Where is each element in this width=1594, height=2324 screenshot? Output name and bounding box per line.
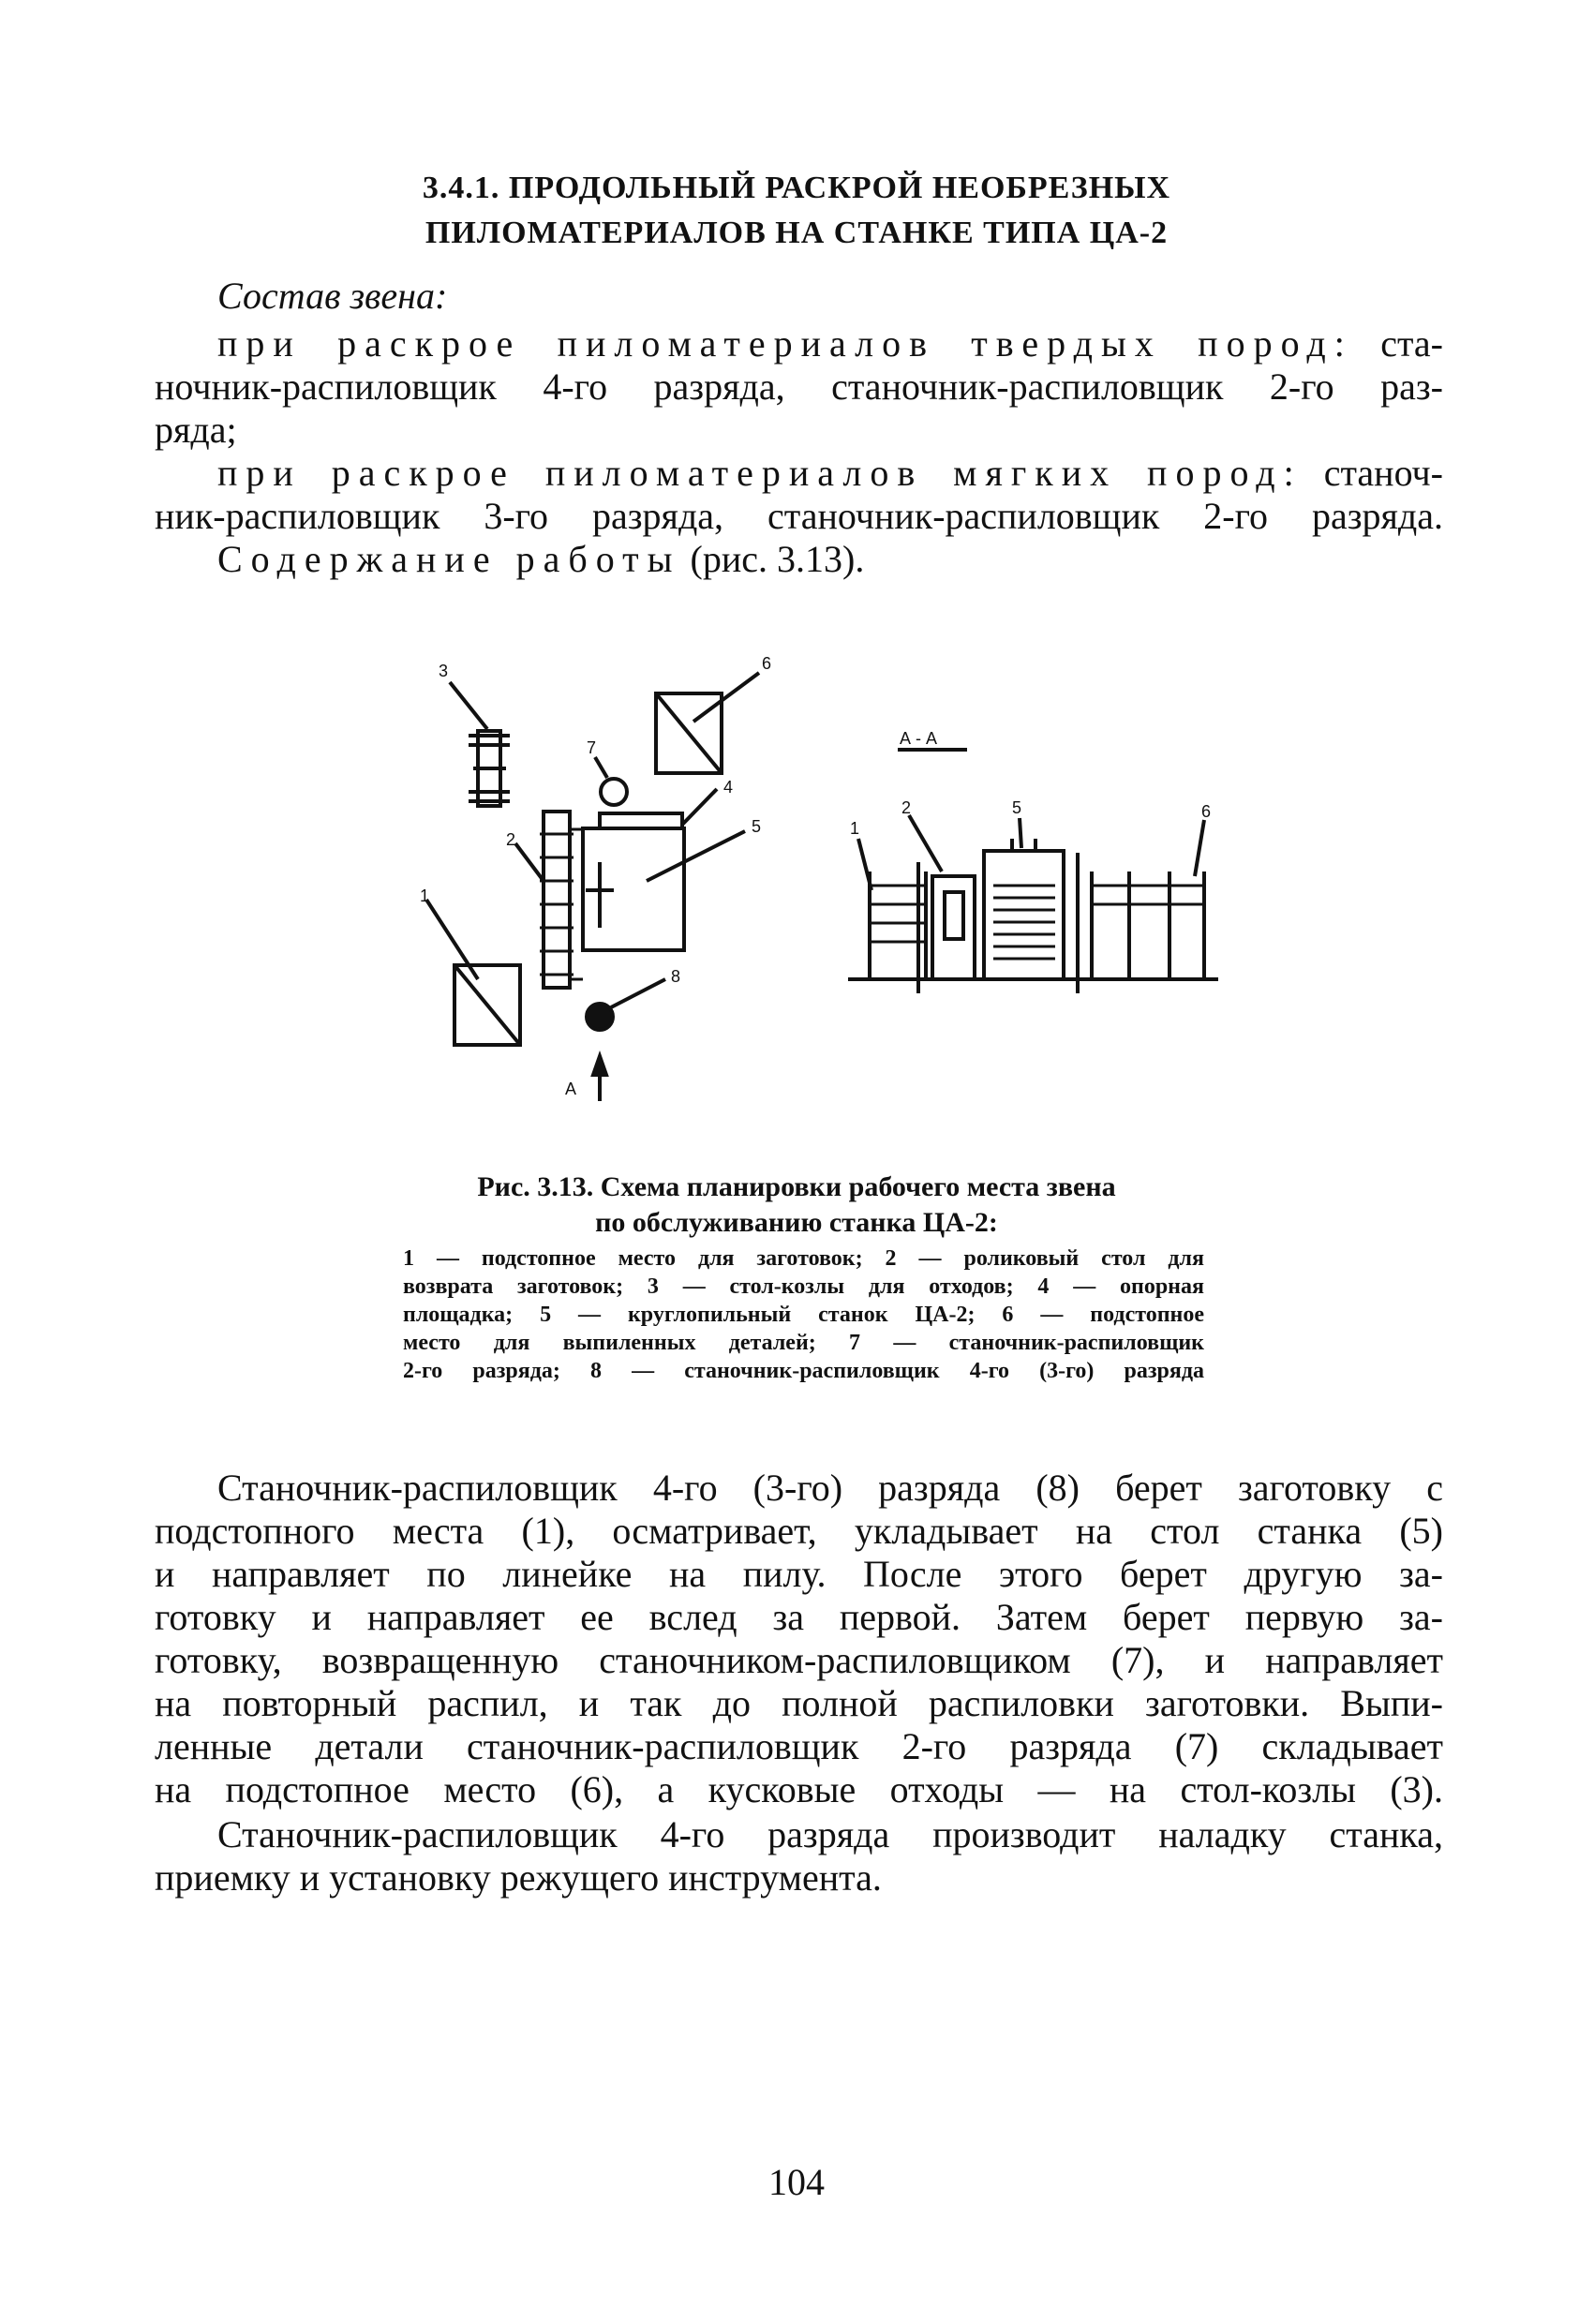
plan-label: 4 bbox=[723, 778, 734, 797]
section-label: 6 bbox=[1201, 802, 1212, 821]
arrow-a-label: А bbox=[565, 1080, 577, 1098]
section-label: 2 bbox=[901, 798, 912, 817]
workplace-figure bbox=[412, 647, 1256, 1115]
plan-operator-8 bbox=[587, 1004, 613, 1030]
caption-legend-line: возврата заготовок; 3 — стол-козлы для отходов; 4 — опорная bbox=[403, 1274, 1204, 1299]
body-line: Станочник-распиловщик 4-го (3-го) разряда (8) берет заготовку с bbox=[217, 1467, 1443, 1509]
caption-legend bbox=[403, 1244, 1204, 1385]
plan-label: 2 bbox=[506, 830, 516, 849]
team-label: Состав звена: bbox=[217, 275, 448, 317]
hard-wood-lead: при раскрое пиломатериалов твердых пород: bbox=[217, 322, 1353, 365]
section-title: А - А bbox=[900, 729, 938, 748]
caption-legend-line: площадка; 5 — круглопильный станок ЦА-2; 6 — подстопное bbox=[403, 1303, 1204, 1327]
body-line: на повторный распил, и так до полной распиловки заготовки. Выпи- bbox=[155, 1682, 1443, 1724]
body-line: и направляет по линейке на пилу. После этого берет другую за- bbox=[155, 1553, 1443, 1595]
arrow-a-icon bbox=[593, 1056, 606, 1075]
plan-operator-7 bbox=[601, 779, 627, 805]
section-label: 5 bbox=[1012, 798, 1022, 817]
plan-label: 7 bbox=[587, 738, 597, 757]
plan-roller-table-2 bbox=[544, 812, 570, 988]
work-content-line bbox=[217, 538, 1506, 581]
caption-legend-line: место для выпиленных деталей; 7 — станочник-распиловщик bbox=[403, 1331, 1204, 1355]
plan-label: 5 bbox=[752, 817, 762, 836]
plan-label: 8 bbox=[671, 967, 681, 986]
section-heading-line-1: 3.4.1. ПРОДОЛЬНЫЙ РАСКРОЙ НЕОБРЕЗНЫХ bbox=[422, 171, 1171, 205]
hard-wood-tail: ста- bbox=[1380, 322, 1443, 365]
caption-title-line-1: Рис. 3.13. Схема планировки рабочего места звена bbox=[477, 1171, 1116, 1202]
page-number: 104 bbox=[768, 2161, 825, 2203]
section-label: 1 bbox=[850, 819, 860, 838]
caption-title-line-2: по обслуживанию станка ЦА-2: bbox=[595, 1207, 998, 1238]
soft-wood-tail: станоч- bbox=[1323, 452, 1443, 494]
body-line: готовку, возвращенную станочником-распиловщиком (7), и направляет bbox=[155, 1639, 1443, 1681]
body-line: Станочник-распиловщик 4-го разряда производит наладку станка, bbox=[217, 1813, 1443, 1855]
body-line: приемку и установку режущего инструмента. bbox=[155, 1856, 882, 1899]
hard-wood-line-2: ночник-распиловщик 4-го разряда, станочник-распиловщик 2-го раз- bbox=[155, 365, 1443, 408]
body-line: подстопного места (1), осматривает, укладывает на стол станка (5) bbox=[155, 1510, 1443, 1552]
soft-wood-lead: при раскрое пиломатериалов мягких пород: bbox=[217, 452, 1303, 494]
soft-wood-line-2: ник-распиловщик 3-го разряда, станочник-распиловщик 2-го разряда. bbox=[155, 495, 1443, 537]
body-line: готовку и направляет ее вслед за первой. Затем берет первую за- bbox=[155, 1596, 1443, 1638]
body-line: на подстопное место (6), а кусковые отходы — на стол-козлы (3). bbox=[155, 1768, 1443, 1810]
soft-wood-line-1 bbox=[155, 452, 1443, 495]
work-content-ref: (рис. 3.13). bbox=[690, 538, 865, 580]
plan-label: 1 bbox=[420, 886, 430, 905]
section-heading-line-2: ПИЛОМАТЕРИАЛОВ НА СТАНКЕ ТИПА ЦА-2 bbox=[425, 216, 1169, 250]
work-content-lead: Содержание работы bbox=[217, 538, 681, 580]
hard-wood-line-3: ряда; bbox=[155, 409, 237, 451]
caption-legend-line: 1 — подстопное место для заготовок; 2 — роликовый стол для bbox=[403, 1246, 1204, 1271]
plan-label: 6 bbox=[762, 654, 772, 673]
body-line: ленные детали станочник-распиловщик 2-го разряда (7) складывает bbox=[155, 1725, 1443, 1767]
plan-platform-4 bbox=[600, 813, 682, 828]
hard-wood-line-1 bbox=[155, 322, 1443, 365]
caption-legend-line: 2-го разряда; 8 — станочник-распиловщик 4-го (3-го) разряда bbox=[403, 1359, 1204, 1383]
plan-label: 3 bbox=[439, 662, 449, 680]
